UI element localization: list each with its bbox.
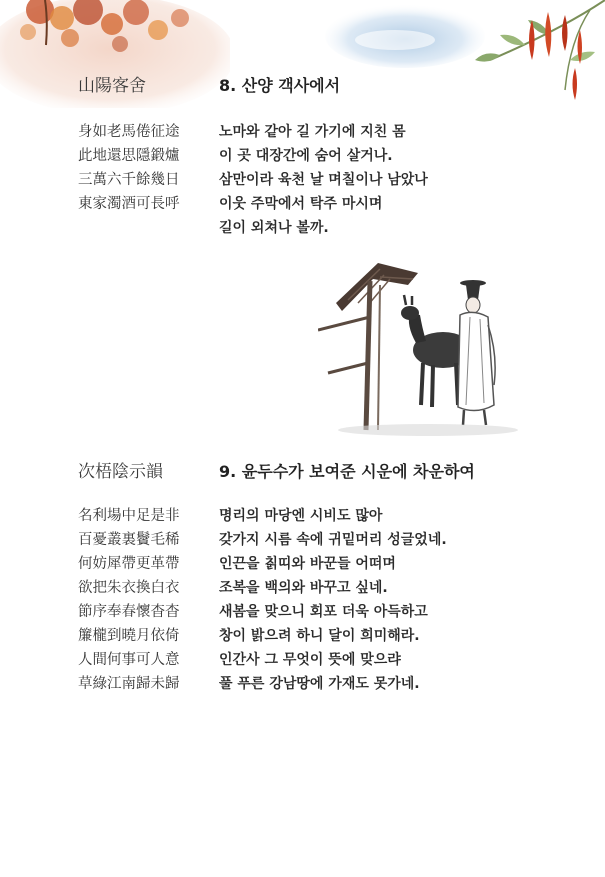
hanja-line: 百憂叢裏鬢毛稀	[78, 532, 180, 548]
poem1-korean-lines	[219, 120, 428, 240]
red-berry-branch-illustration	[470, 0, 605, 110]
hanja-line: 人間何事可人意	[78, 652, 180, 668]
hanja-line: 欲把朱衣換白衣	[78, 580, 180, 596]
hanja-line: 草綠江南歸未歸	[78, 676, 180, 692]
hanja-line: 節序奉春懷杳杳	[78, 604, 180, 620]
leaves	[475, 20, 595, 62]
hanja-line: 東家濁酒可長呼	[78, 196, 180, 212]
korean-line: 인간사 그 무엇이 뜻에 맞으랴	[219, 652, 401, 668]
hanja-line: 簾櫳到曉月依倚	[78, 628, 180, 644]
korean-line: 이 곳 대장간에 숨어 살거나.	[219, 148, 393, 164]
korean-line: 창이 밝으려 하니 달이 희미해라.	[219, 628, 420, 644]
hanja-line: 名利場中足是非	[78, 508, 180, 524]
korean-line: 갖가지 시름 속에 귀밑머리 성글었네.	[219, 532, 447, 548]
korean-line: 새봄을 맞으니 회포 더욱 아득하고	[219, 604, 428, 620]
korean-line: 노마와 같아 길 가기에 지친 몸	[219, 124, 406, 140]
scholar	[458, 280, 495, 425]
poem1-title-korean: 8. 산양 객사에서	[219, 76, 341, 95]
poem1-title-hanja: 山陽客舍	[78, 76, 146, 96]
korean-line: 인끈을 칡띠와 바꾼들 어떠며	[219, 556, 396, 572]
korean-line: 길이 외쳐나 볼까.	[219, 220, 329, 236]
blue-sky-wash	[325, 0, 485, 70]
hanja-line: 此地還思隱鍛爐	[78, 148, 180, 164]
poem2-title-korean: 9. 윤두수가 보여준 시운에 차운하여	[219, 462, 475, 481]
poem1-hanja-lines	[78, 120, 180, 216]
korean-line: 풀 푸른 강남땅에 가재도 못가네.	[219, 676, 420, 692]
korean-line: 이웃 주막에서 탁주 마시며	[219, 196, 383, 212]
scholar-with-donkey-ink-painting	[318, 255, 518, 440]
hanja-line: 三萬六千餘幾日	[78, 172, 180, 188]
korean-line: 조복을 백의와 바꾸고 싶네.	[219, 580, 388, 596]
hanja-line: 身如老馬倦征途	[78, 124, 180, 140]
korean-line: 삼만이라 육천 날 며칠이나 남았나	[219, 172, 428, 188]
korean-line: 명리의 마당엔 시비도 많아	[219, 508, 383, 524]
poem2-hanja-lines	[78, 504, 180, 696]
hanja-line: 何妨犀帶更革帶	[78, 556, 180, 572]
poem2-korean-lines	[219, 504, 447, 696]
poem2-title-hanja: 次梧陰示韻	[78, 462, 163, 482]
